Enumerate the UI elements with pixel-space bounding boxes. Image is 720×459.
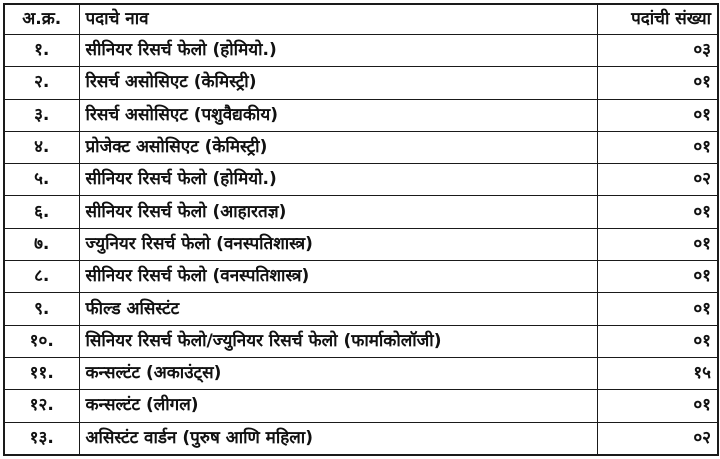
row-post-count: ०१ [597,390,718,422]
row-post-name: रिसर्च असोसिएट (केमिस्ट्री) [79,67,597,99]
table-row [4,228,718,260]
row-post-name: फील्ड असिस्टंट [79,293,597,325]
table-row [4,67,718,99]
row-post-count: ०१ [597,293,718,325]
row-serial-no: ८. [4,261,79,293]
row-post-count: ०१ [597,196,718,228]
table-row [4,390,718,422]
table-row [4,293,718,325]
row-serial-no: २. [4,67,79,99]
row-post-count: ०१ [597,261,718,293]
row-serial-no: ५. [4,164,79,196]
table-header-row [4,4,718,35]
table-row [4,35,718,67]
row-serial-no: ९. [4,293,79,325]
row-serial-no: ११. [4,357,79,389]
row-serial-no: ४. [4,131,79,163]
row-post-name: कन्सल्टंट (अकाउंट्स) [79,357,597,389]
header-post-count: पदांची संख्या [597,4,718,35]
table-row [4,164,718,196]
row-post-name: रिसर्च असोसिएट (पशुवैद्यकीय) [79,99,597,131]
row-post-count: ०१ [597,67,718,99]
header-serial-no: अ.क्र. [4,4,79,35]
posts-table [3,3,719,456]
row-post-count: ०१ [597,325,718,357]
row-post-count: ०१ [597,99,718,131]
row-post-name: असिस्टंट वार्डन (पुरुष आणि महिला) [79,422,597,455]
row-post-count: ०१ [597,131,718,163]
header-post-name: पदाचे नाव [79,4,597,35]
row-serial-no: १. [4,35,79,67]
table-row [4,357,718,389]
table-row [4,261,718,293]
row-post-count: ०२ [597,164,718,196]
row-serial-no: ७. [4,228,79,260]
row-post-name: सीनियर रिसर्च फेलो (होमियो.) [79,35,597,67]
row-post-name: सीनियर रिसर्च फेलो (होमियो.) [79,164,597,196]
row-serial-no: १०. [4,325,79,357]
row-serial-no: १२. [4,390,79,422]
row-post-name: सीनियर रिसर्च फेलो (वनस्पतिशास्त्र) [79,261,597,293]
table-row [4,196,718,228]
table-row [4,422,718,455]
row-post-count: ०३ [597,35,718,67]
row-post-name: ज्युनियर रिसर्च फेलो (वनस्पतिशास्त्र) [79,228,597,260]
row-post-name: सिनियर रिसर्च फेलो/ज्युनियर रिसर्च फेलो (फार्माकोलॉजी) [79,325,597,357]
row-serial-no: १३. [4,422,79,455]
row-post-count: ०२ [597,422,718,455]
table-row [4,99,718,131]
row-post-count: ०१ [597,228,718,260]
row-post-name: सीनियर रिसर्च फेलो (आहारतज्ञ) [79,196,597,228]
row-post-count: १५ [597,357,718,389]
row-serial-no: ३. [4,99,79,131]
table-row [4,131,718,163]
row-serial-no: ६. [4,196,79,228]
table-row [4,325,718,357]
row-post-name: प्रोजेक्ट असोसिएट (केमिस्ट्री) [79,131,597,163]
posts-table-container [3,3,717,456]
row-post-name: कन्सल्टंट (लीगल) [79,390,597,422]
